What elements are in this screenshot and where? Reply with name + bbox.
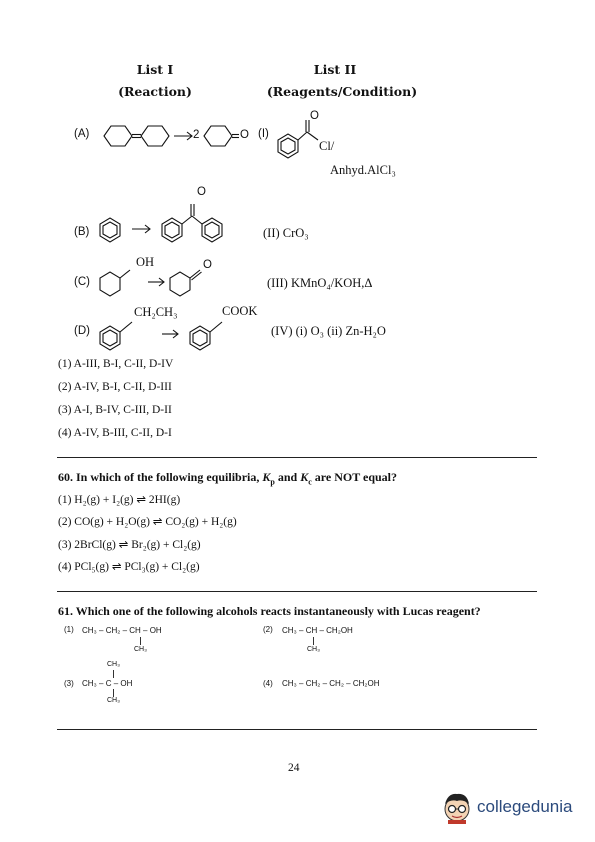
reaction-a-structure [98, 120, 248, 154]
reagent-i-label: (I) [258, 128, 269, 140]
reaction-a-label: (A) [74, 128, 90, 140]
q61-option-4-formula: CH₃ – CH₂ – CH₂ – CH₂OH [282, 679, 380, 688]
reagent-i-catalyst: Anhyd.AlCl₃ [330, 163, 396, 177]
q61-option-1-formula: CH₃ – CH₂ – CH – OH [82, 626, 162, 635]
reagent-iii: (III) KMnO₄/KOH,Δ [267, 276, 373, 290]
divider-1 [57, 457, 537, 458]
reaction-b-label: (B) [74, 226, 90, 238]
q61-option-4-number: (4) [263, 679, 273, 688]
q61-option-3-bottom-branch: CH₃ [107, 697, 120, 704]
list2-subtitle: (Reagents/Condition) [266, 84, 418, 99]
q59-option-1: (1) A-III, B-I, C-II, D-IV [58, 358, 174, 370]
q61-option-2-formula: CH₃ – CH – CH₂OH [282, 626, 353, 635]
q60-option-3: (3) 2BrCl(g) ⇌ Br₂(g) + Cl₂(g) [58, 539, 201, 551]
q59-option-3: (3) A-I, B-IV, C-III, D-II [58, 404, 172, 416]
reagent-i-chloride: Cl/ [319, 139, 335, 153]
list1-subtitle: (Reaction) [118, 84, 192, 99]
divider-3 [57, 729, 537, 730]
reagent-iv: (IV) (i) O₃ (ii) Zn-H₂O [271, 324, 386, 338]
reaction-d-ethyl: CH₂CH₃ [134, 305, 178, 319]
reaction-d-carboxylate: COOK [222, 304, 258, 318]
q61-option-1-number: (1) [64, 625, 74, 634]
reagent-ii: (II) CrO₃ [263, 226, 309, 240]
mascot-icon [440, 790, 474, 824]
brand-name: collegedunia [477, 797, 573, 816]
q61-option-3-number: (3) [64, 679, 74, 688]
q60-option-1: (1) H₂(g) + I₂(g) ⇌ 2HI(g) [58, 494, 181, 506]
q60-title: 60. In which of the following equilibria, $K_p$ and $K_c$ are NOT equal? [58, 470, 397, 487]
collegedunia-logo [440, 788, 580, 828]
q61-option-2-branch: CH₃ [307, 646, 320, 653]
q60-option-2: (2) CO(g) + H₂O(g) ⇌ CO₂(g) + H₂(g) [58, 516, 237, 528]
reaction-a-coefficient: 2 [193, 129, 200, 141]
q61-option-3-formula: CH₃ – C – OH [82, 679, 133, 688]
q61-option-3-bottom-bond [113, 689, 114, 697]
reaction-c-structure [96, 256, 236, 300]
reagent-i-oxygen: O [310, 110, 319, 122]
reaction-c-hydroxyl: OH [136, 255, 155, 269]
q59-option-4: (4) A-IV, B-III, C-II, D-I [58, 427, 172, 439]
q59-option-2: (2) A-IV, B-I, C-II, D-III [58, 381, 172, 393]
list1-title: List I [136, 62, 174, 77]
page-number: 24 [288, 762, 300, 774]
reaction-b-structure [96, 196, 256, 246]
q61-option-1-bond [140, 637, 141, 645]
reaction-d-label: (D) [74, 325, 90, 337]
reaction-c-oxygen: O [203, 259, 212, 271]
q61-option-1-branch: CH₃ [134, 646, 147, 653]
q61-option-2-bond [313, 637, 314, 645]
divider-2 [57, 591, 537, 592]
q61-option-3-top-branch: CH₃ [107, 661, 120, 668]
q61-option-2-number: (2) [263, 625, 273, 634]
q61-option-3-top-bond [113, 670, 114, 678]
q60-option-4: (4) PCl₅(g) ⇌ PCl₃(g) + Cl₂(g) [58, 561, 200, 573]
list2-title: List II [313, 62, 357, 77]
reaction-a-oxygen: O [240, 129, 249, 141]
reaction-b-oxygen: O [197, 186, 206, 198]
reaction-c-label: (C) [74, 276, 90, 288]
q61-title: 61. Which one of the following alcohols reacts instantaneously with Lucas reagent? [58, 604, 481, 618]
